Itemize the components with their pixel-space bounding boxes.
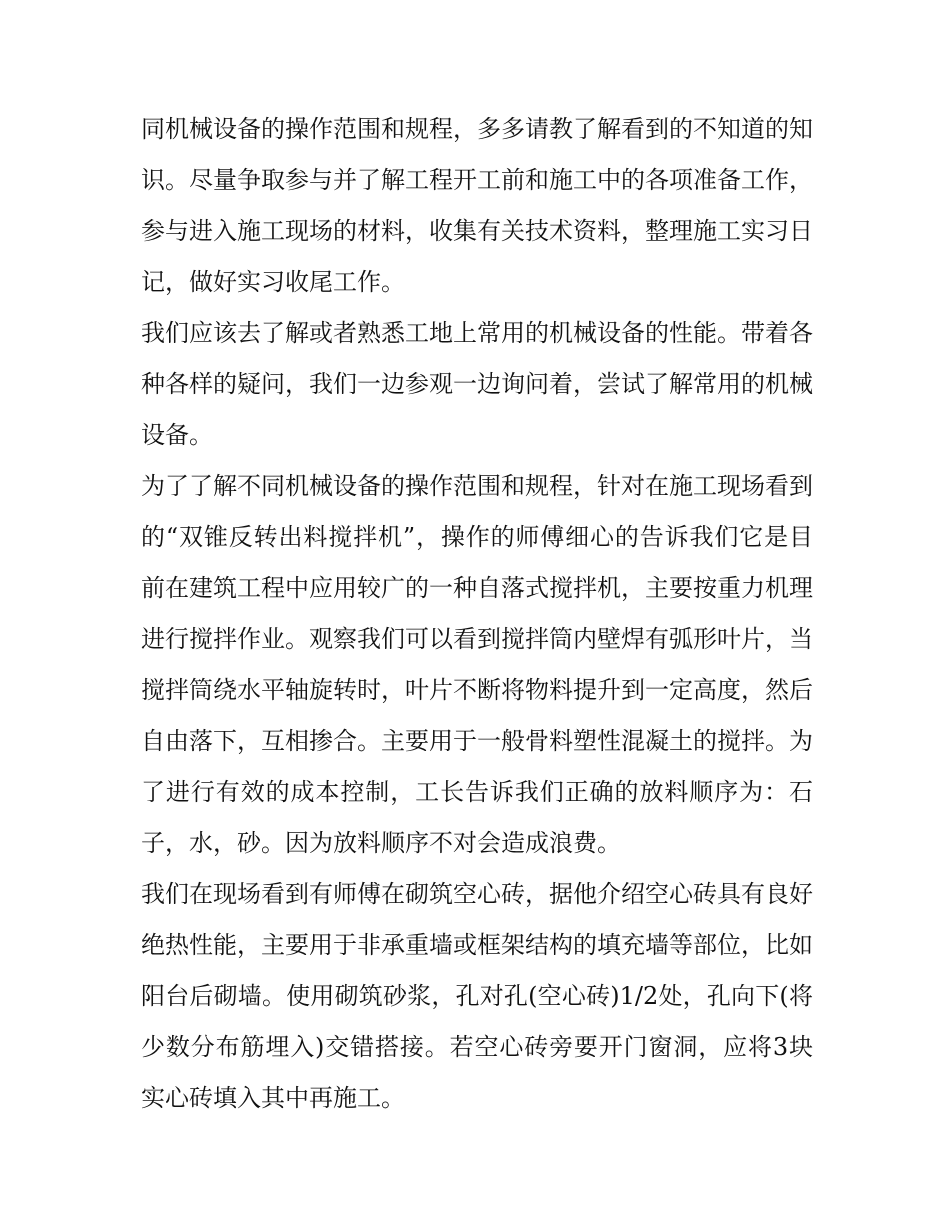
paragraph-concrete-mixer: 为了了解不同机械设备的操作范围和规程，针对在施工现场看到的“双锥反转出料搅拌机”，操作的师傅细心的告诉我们它是目前在建筑工程中应用较广的一种自落式搅拌机，主要按重力机理进行搅拌作业。观察我们可以看到搅拌筒内壁焊有弧形叶片，当搅拌筒绕水平轴旋转时，叶片不断将物料提升到一定高度，然后自由落下，互相掺合。主要用于一般骨料塑性混凝土的搅拌。为了进行有效的成本控制，工长告诉我们正确的放料顺序为：石子，水，砂。因为放料顺序不对会造成浪费。 [141,472,813,857]
paragraph-machine-performance: 我们应该去了解或者熟悉工地上常用的机械设备的性能。带着各种各样的疑问，我们一边参观一边询问着，尝试了解常用的机械设备。 [141,319,813,449]
paragraph-hollow-brick: 我们在现场看到有师傅在砌筑空心砖，据他介绍空心砖具有良好绝热性能，主要用于非承重墙或框架结构的填充墙等部位，比如阳台后砌墙。使用砌筑砂浆，孔对孔(空心砖)1/2处，孔向下(将少数分布筋埋入)交错搭接。若空心砖旁要开门窗洞，应将3块实心砖填入其中再施工。 [141,880,813,1112]
paragraph-equipment-learning: 同机械设备的操作范围和规程，多多请教了解看到的不知道的知识。尽量争取参与并了解工程开工前和施工中的各项准备工作，参与进入施工现场的材料，收集有关技术资料，整理施工实习日记，做好实习收尾工作。 [141,115,813,296]
document-body [141,104,813,1124]
